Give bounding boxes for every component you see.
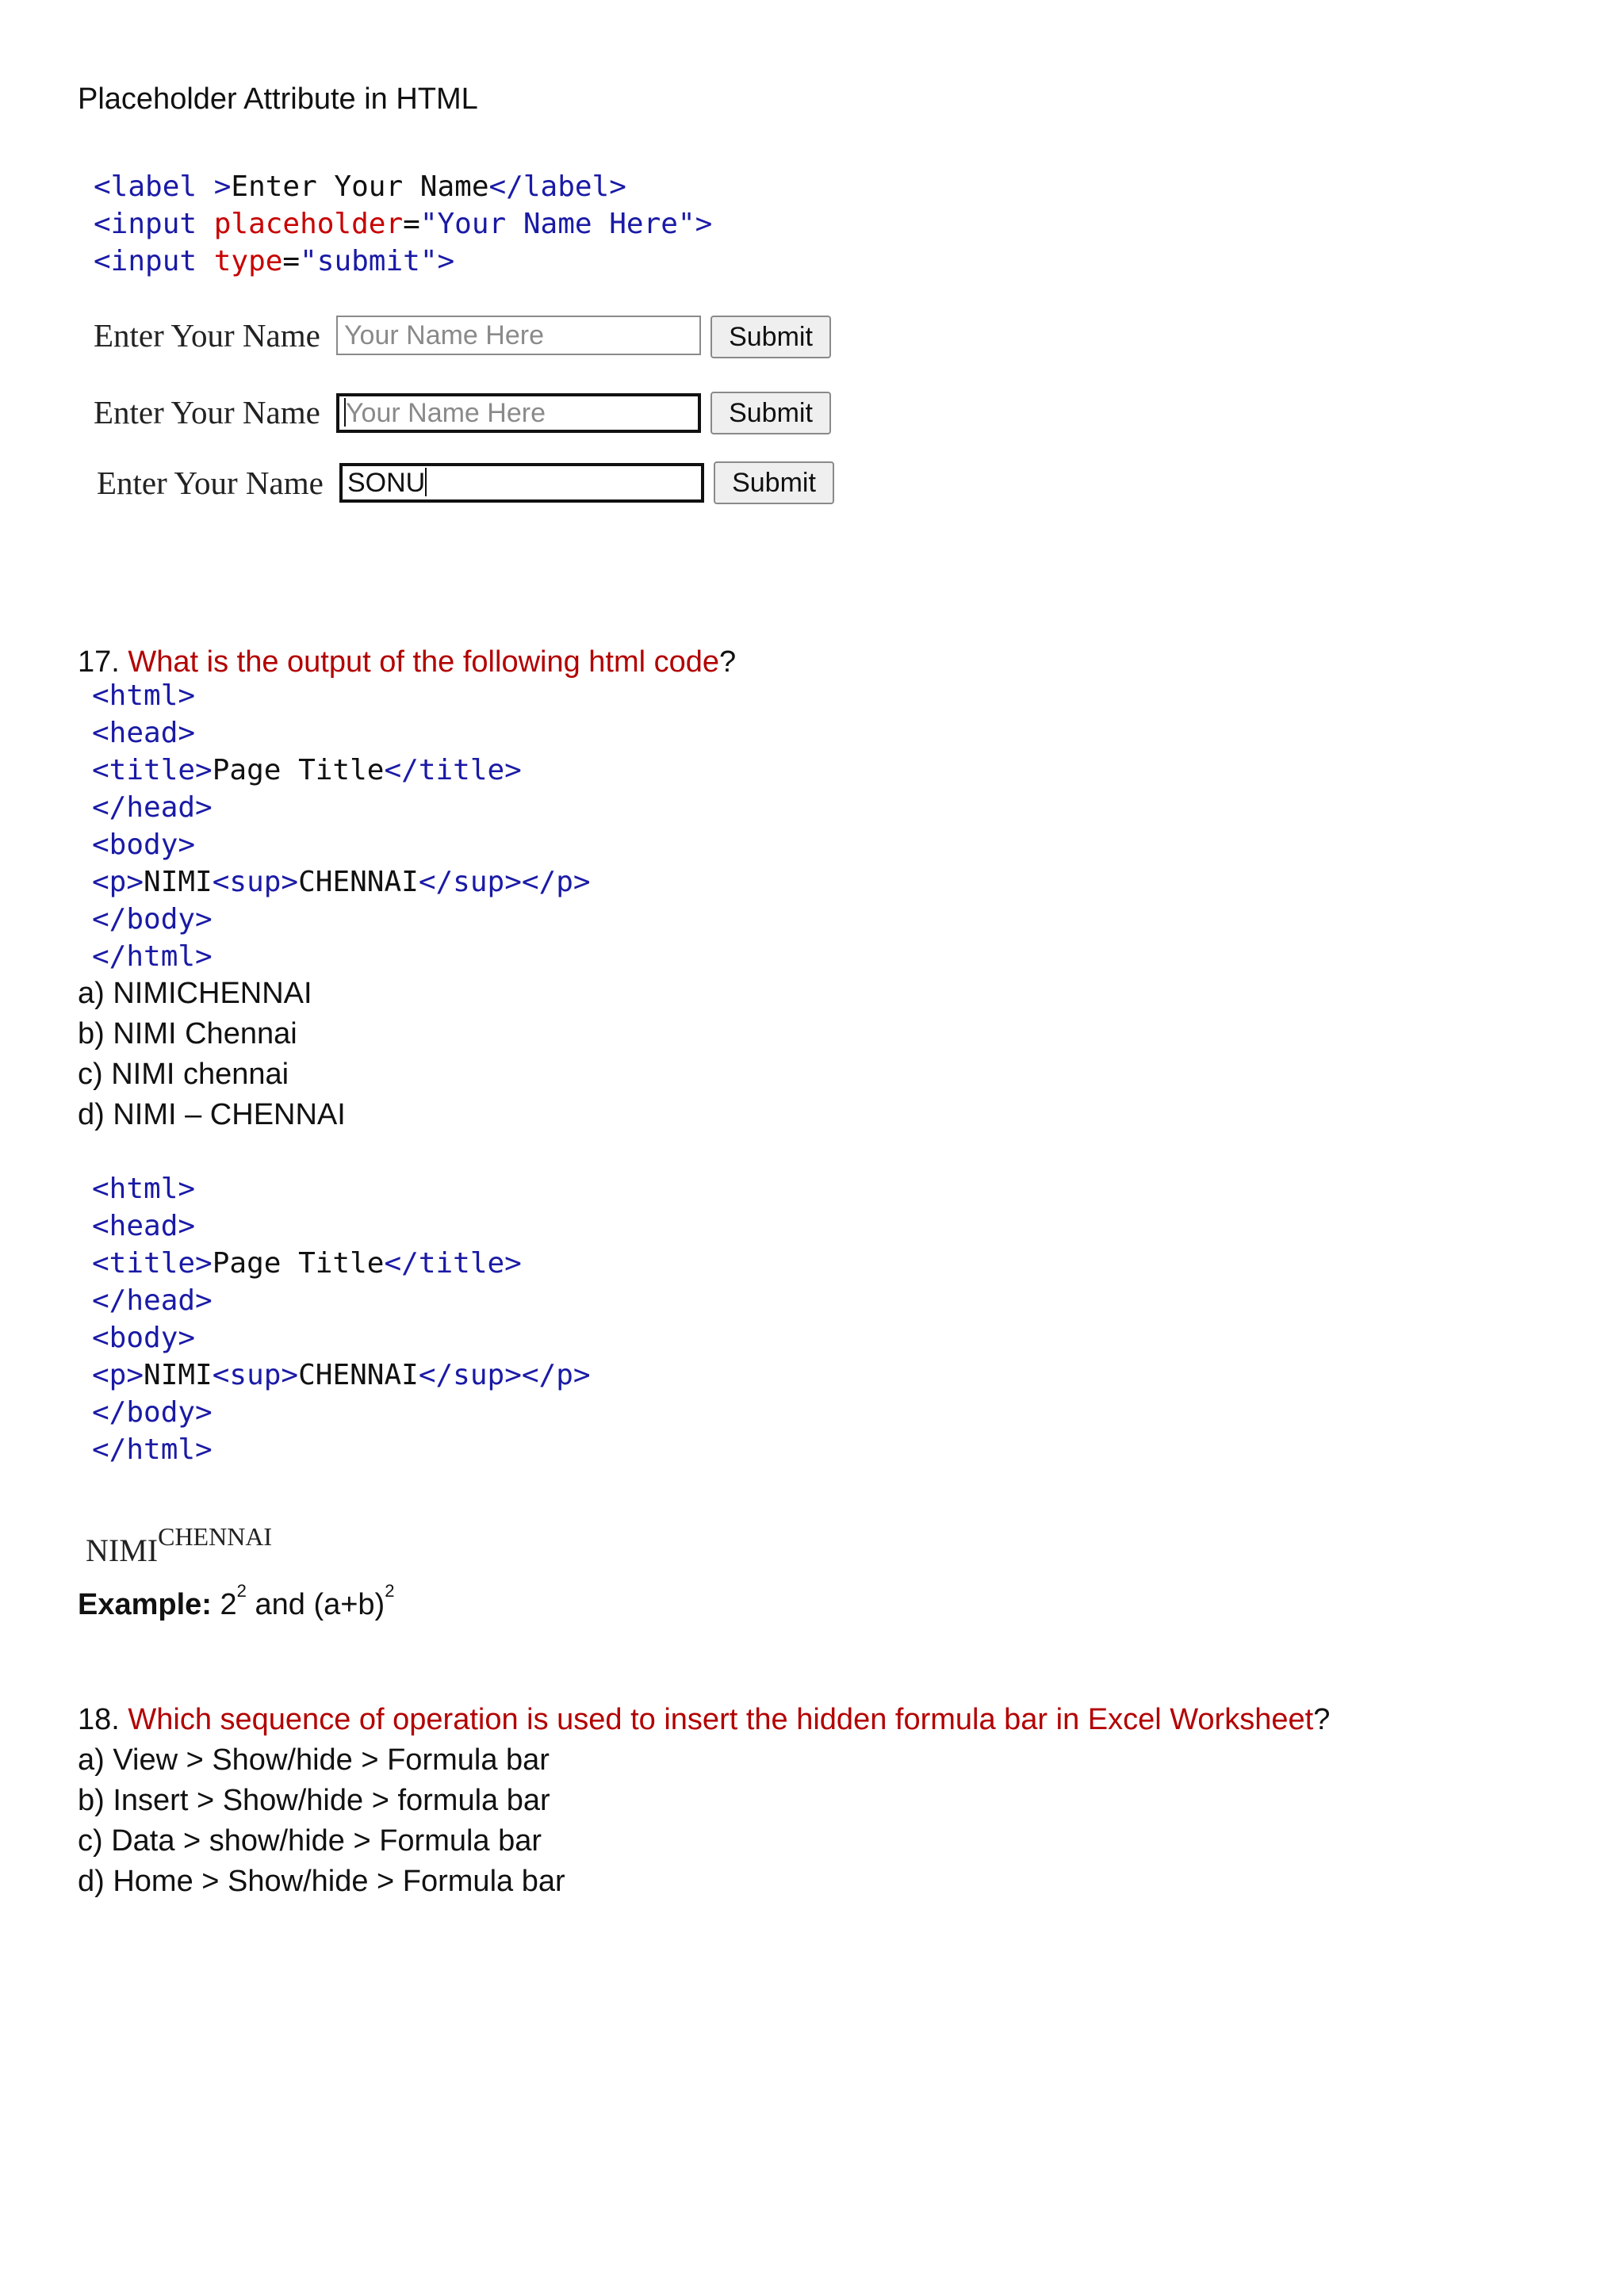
code-tag: <body> — [92, 828, 196, 861]
page-title: Placeholder Attribute in HTML — [78, 82, 478, 116]
code-tag: </p> — [521, 866, 591, 898]
code-tag: <p> — [92, 866, 144, 898]
code-tag: <html> — [92, 1173, 196, 1205]
code-line — [92, 940, 213, 973]
code-tag: </title> — [384, 754, 522, 786]
option-a: a) View > Show/hide > Formula bar — [78, 1743, 550, 1777]
code-line — [92, 868, 591, 897]
code-tag: <p> — [92, 1359, 144, 1391]
question-text: What is the output of the following html code — [128, 645, 720, 679]
code-attr-name: type — [213, 245, 283, 277]
code-line — [92, 679, 196, 712]
code-text: Page Title — [212, 754, 385, 786]
output-base-text: NIMI — [86, 1533, 159, 1568]
name-input-typed[interactable] — [339, 463, 704, 503]
option-d: d) Home > Show/hide > Formula bar — [78, 1865, 565, 1898]
code-tag: </body> — [92, 1396, 213, 1429]
example-line — [78, 1582, 394, 1620]
option-c: c) NIMI chennai — [78, 1058, 289, 1091]
code-tag: <head> — [92, 717, 196, 749]
code-tag: </sup> — [418, 866, 522, 898]
code-text: Enter Your Name — [231, 170, 489, 203]
code-tag: <html> — [92, 679, 196, 712]
submit-button[interactable]: Submit — [714, 461, 834, 504]
code-tag: <input — [94, 245, 214, 277]
question-number: 18. — [78, 1703, 120, 1736]
question-mark: ? — [719, 645, 737, 679]
option-c: c) Data > show/hide > Formula bar — [78, 1824, 542, 1858]
name-input-focused[interactable] — [336, 393, 701, 433]
name-input-placeholder[interactable]: Your Name Here — [336, 316, 701, 355]
code-line — [92, 1324, 195, 1353]
rendered-output — [86, 1524, 272, 1567]
code-line — [92, 719, 195, 748]
code-line-input-submit — [94, 247, 454, 276]
code-text: CHENNAI — [298, 866, 419, 898]
output-sup-text: CHENNAI — [158, 1522, 273, 1551]
question-17 — [78, 647, 736, 677]
code-tag: </p> — [521, 1359, 591, 1391]
code-attr-name: placeholder — [213, 208, 404, 240]
option-b: b) NIMI Chennai — [78, 1017, 297, 1050]
form-label: Enter Your Name — [94, 394, 320, 430]
code-tag: <sup> — [212, 1359, 299, 1391]
option-d: d) NIMI – CHENNAI — [78, 1098, 346, 1131]
code-eq: = — [403, 208, 420, 240]
code-tag: </body> — [92, 903, 213, 936]
option-a: a) NIMICHENNAI — [78, 977, 312, 1010]
code-tag: <body> — [92, 1322, 196, 1354]
form-label: Enter Your Name — [97, 465, 324, 501]
input-value: SONU — [347, 468, 426, 498]
code-line — [92, 1433, 213, 1466]
code-tag: </head> — [92, 1284, 213, 1317]
text-caret — [425, 468, 427, 496]
code-tag: > — [437, 245, 455, 277]
example-label: Example: — [78, 1588, 212, 1621]
code-attr-value: "submit" — [300, 245, 438, 277]
code-line — [92, 1249, 522, 1278]
code-tag: > — [695, 208, 713, 240]
question-18 — [78, 1705, 1330, 1735]
code-tag: <sup> — [212, 866, 299, 898]
code-line — [92, 1212, 195, 1241]
code-attr-value: "Your Name Here" — [419, 208, 695, 240]
example-middle: and (a+b) — [246, 1588, 385, 1621]
code-line — [92, 1284, 213, 1317]
code-tag: </title> — [384, 1247, 522, 1280]
code-text: NIMI — [144, 1359, 213, 1391]
code-line — [92, 791, 213, 824]
code-tag: <head> — [92, 1210, 196, 1242]
submit-button[interactable]: Submit — [710, 316, 831, 358]
option-b: b) Insert > Show/hide > formula bar — [78, 1784, 550, 1817]
code-eq: = — [282, 245, 301, 277]
code-text: NIMI — [144, 866, 213, 898]
example-exponent: 2 — [385, 1581, 395, 1601]
example-base: 2 — [220, 1588, 237, 1621]
question-text: Which sequence of operation is used to insert the hidden formula bar in Excel Worksheet — [128, 1703, 1314, 1736]
code-line — [92, 1175, 195, 1203]
form-label: Enter Your Name — [94, 317, 320, 354]
code-tag: </sup> — [418, 1359, 522, 1391]
code-tag: <title> — [92, 1247, 213, 1280]
question-number: 17. — [78, 645, 120, 679]
code-tag: <label > — [94, 170, 232, 203]
code-line — [92, 1396, 213, 1429]
input-placeholder-text: Your Name Here — [346, 398, 546, 428]
example-exponent: 2 — [236, 1581, 247, 1601]
code-tag: <input — [94, 208, 214, 240]
code-tag: </head> — [92, 791, 213, 824]
code-tag: </html> — [92, 1433, 213, 1466]
code-text: CHENNAI — [298, 1359, 419, 1391]
code-line — [92, 1361, 591, 1390]
code-tag: </html> — [92, 940, 213, 973]
code-line-input-placeholder — [94, 210, 712, 239]
question-mark: ? — [1313, 1703, 1331, 1736]
code-text: Page Title — [212, 1247, 385, 1280]
submit-button[interactable]: Submit — [710, 392, 831, 434]
code-tag: <title> — [92, 754, 213, 786]
code-line — [92, 905, 213, 934]
code-line — [92, 756, 522, 785]
code-tag: </label> — [488, 170, 626, 203]
code-line-label — [94, 170, 626, 203]
code-line — [92, 828, 196, 861]
